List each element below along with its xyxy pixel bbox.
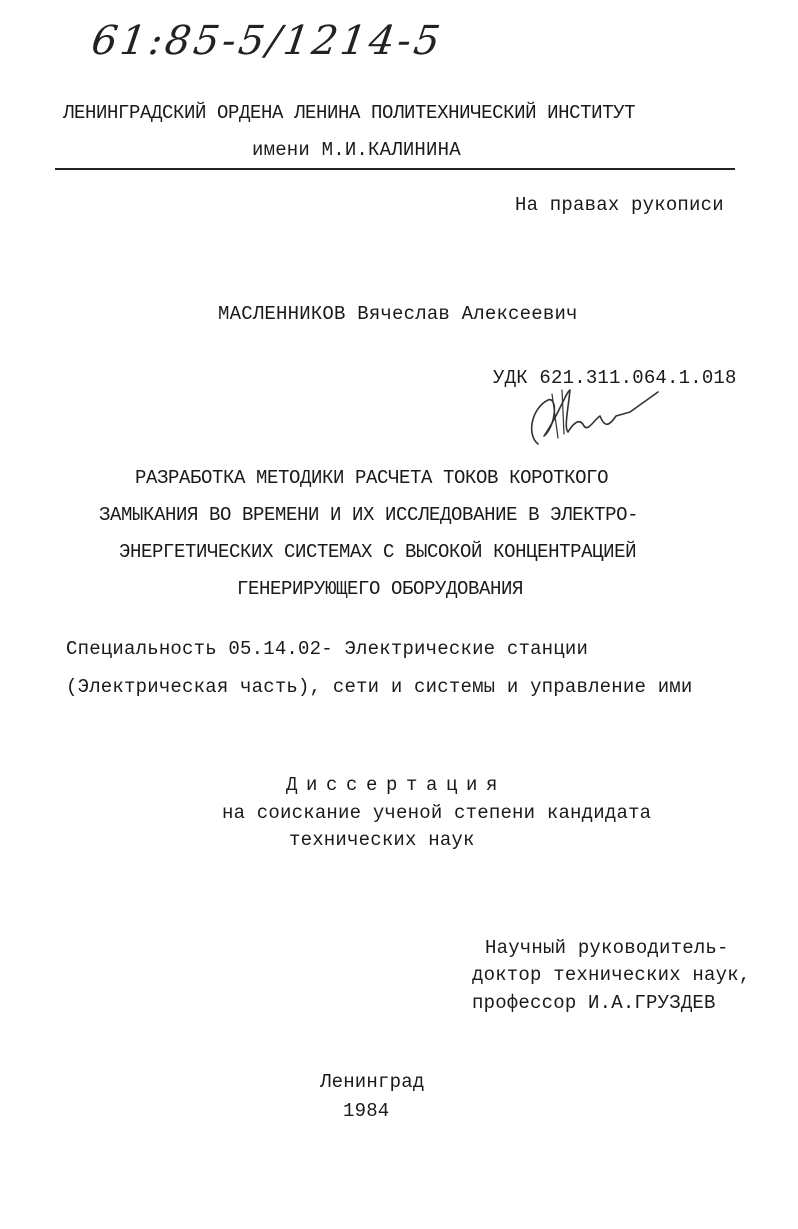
supervisor-line-3: профессор И.А.ГРУЗДЕВ bbox=[472, 992, 716, 1014]
thesis-title-line-2: ЗАМЫКАНИЯ ВО ВРЕМЕНИ И ИХ ИССЛЕДОВАНИЕ В ЭЛЕКТРО- bbox=[99, 504, 639, 526]
field-of-science-line: технических наук bbox=[289, 829, 475, 851]
thesis-title-line-3: ЭНЕРГЕТИЧЕСКИХ СИСТЕМАХ С ВЫСОКОЙ КОНЦЕНТРАЦИЕЙ bbox=[119, 541, 637, 563]
degree-line: на соискание ученой степени кандидата bbox=[222, 802, 652, 824]
institute-name-line1: ЛЕНИНГРАДСКИЙ ОРДЕНА ЛЕНИНА ПОЛИТЕХНИЧЕСКИЙ ИНСТИТУТ bbox=[63, 102, 636, 124]
institute-name-line2: имени М.И.КАЛИНИНА bbox=[252, 139, 461, 161]
author-name: МАСЛЕННИКОВ Вячеслав Алексеевич bbox=[218, 303, 578, 325]
archive-handwritten-mark: 61:85-5/1214-5 bbox=[88, 18, 446, 64]
udc-code: УДК 621.311.064.1.018 bbox=[493, 367, 737, 389]
specialty-line-1: Специальность 05.14.02- Электрические станции bbox=[66, 638, 589, 660]
manuscript-rights-note: На правах рукописи bbox=[515, 194, 724, 216]
thesis-title-line-4: ГЕНЕРИРУЮЩЕГО ОБОРУДОВАНИЯ bbox=[237, 578, 524, 600]
city: Ленинград bbox=[320, 1071, 425, 1093]
supervisor-line-2: доктор технических наук, bbox=[472, 964, 751, 986]
signature bbox=[518, 386, 668, 456]
thesis-title-line-1: РАЗРАБОТКА МЕТОДИКИ РАСЧЕТА ТОКОВ КОРОТКОГО bbox=[135, 467, 609, 489]
header-divider bbox=[55, 168, 735, 170]
dissertation-label: Диссертация bbox=[286, 774, 507, 796]
specialty-line-2: (Электрическая часть), сети и системы и управление ими bbox=[66, 676, 693, 698]
supervisor-line-1: Научный руководитель- bbox=[485, 937, 729, 959]
year: 1984 bbox=[343, 1100, 390, 1122]
